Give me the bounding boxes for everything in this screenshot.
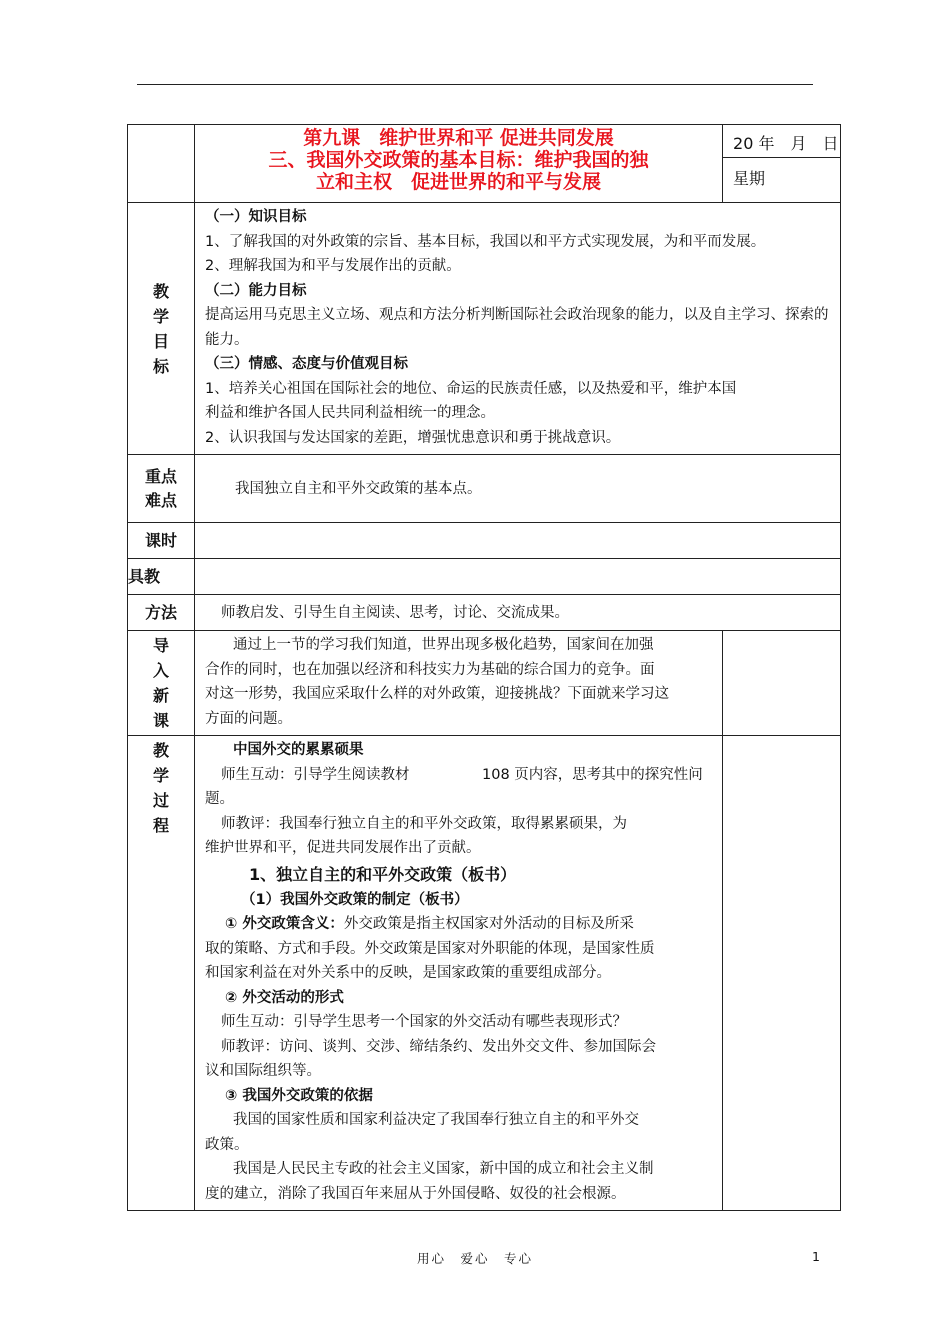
policy-basis-heading: ③ 我国外交政策的依据 [225, 1087, 373, 1104]
policy-basis-text-a: 我国的国家性质和国家利益决定了我国奉行独立自主的和平外交 [233, 1112, 639, 1128]
page-number: 1 [812, 1249, 820, 1264]
achievements-heading: 中国外交的累累硕果 [233, 742, 364, 758]
lesson-title-line-2: 三、我国外交政策的基本目标：维护我国的独 [268, 149, 649, 171]
date-field: 20 年 月 日 [723, 125, 840, 158]
aids-label: 具教 [128, 559, 195, 595]
title-label-cell [128, 125, 195, 203]
aids-value [195, 559, 841, 595]
policy-making-heading: （1）我国外交政策的制定（板书） [241, 891, 469, 908]
process-content [195, 736, 723, 1211]
intro-line-2: 合作的同时，也在加强以经济和科技实力为基础的综合国力的竞争。面 [205, 661, 655, 678]
key-points-row [128, 455, 841, 523]
process-label-cell [128, 736, 195, 1211]
achievements-activity-b: 题。 [205, 791, 234, 807]
goals-row [128, 203, 841, 455]
header-rule [137, 84, 813, 85]
lesson-plan-table [127, 124, 841, 1211]
class-hours-value [195, 523, 841, 559]
emotion-item-1a: 1、培养关心祖国在国际社会的地位、命运的民族责任感，以及热爱和平，维护本国 [205, 380, 737, 397]
emotion-item-2: 2、认识我国与发达国家的差距，增强忧患意识和勇于挑战意识。 [205, 429, 621, 446]
process-row [128, 736, 841, 1211]
method-label: 方法 [128, 595, 195, 631]
goals-content [195, 203, 841, 455]
intro-notes-cell [723, 631, 841, 736]
intro-line-4: 方面的问题。 [205, 710, 292, 727]
policy-heading: 1、独立自主的和平外交政策（板书） [249, 864, 517, 884]
policy-meaning-text-a: 外交政策是指主权国家对外活动的目标及所采 [343, 916, 634, 932]
policy-basis-text-c: 我国是人民民主专政的社会主义国家，新中国的成立和社会主义制 [233, 1161, 654, 1177]
class-hours-row [128, 523, 841, 559]
intro-line-3: 对这一形势，我国应采取什么样的对外政策，迎接挑战？下面就来学习这 [205, 686, 669, 702]
intro-content [195, 631, 723, 736]
activity-forms-question: 师生互动：引导学生思考一个国家的外交活动有哪些表现形式？ [221, 1014, 627, 1030]
page-footer: 用心 爱心 专心 [416, 1251, 533, 1266]
emotion-item-1b: 利益和维护各国人民共同利益相统一的理念。 [205, 405, 495, 421]
key-points-label-cell [128, 455, 195, 523]
key-points-text: 我国独立自主和平外交政策的基本点。 [195, 455, 841, 523]
knowledge-heading: （一）知识目标 [205, 209, 307, 225]
policy-meaning-text-c: 和国家利益在对外关系中的反映，是国家政策的重要组成部分。 [205, 965, 611, 981]
lesson-title-line-1: 第九课 维护世界和平 促进共同发展 [303, 127, 614, 149]
lesson-title [195, 125, 723, 203]
policy-meaning-line-a [205, 912, 716, 937]
policy-basis-text-b: 政策。 [205, 1136, 249, 1153]
policy-basis-text-d: 度的建立，消除了我国百年来屈从于外国侵略、奴役的社会根源。 [205, 1185, 626, 1202]
intro-row [128, 631, 841, 736]
achievements-comment-a: 师教评：我国奉行独立自主的和平外交政策，取得累累硕果，为 [221, 815, 627, 832]
policy-meaning-text-b: 取的策略、方式和手段。外交政策是国家对外职能的体现，是国家性质 [205, 940, 655, 957]
process-notes-cell [723, 736, 841, 1211]
ability-heading: （二）能力目标 [205, 282, 307, 299]
method-text: 师教启发、引导生自主阅读、思考，讨论、交流成果。 [195, 595, 841, 631]
key-points-label-2: 难点 [144, 490, 177, 510]
lesson-title-line-3: 立和主权 促进世界的和平与发展 [316, 171, 602, 193]
knowledge-item-2: 2、理解我国为和平与发展作出的贡献。 [205, 258, 461, 274]
aids-row [128, 559, 841, 595]
method-row [128, 595, 841, 631]
intro-label: 导入新课 [153, 636, 170, 730]
activity-forms-heading: ② 外交活动的形式 [225, 989, 344, 1006]
ability-text: 提高运用马克思主义立场、观点和方法分析判断国际社会政治现象的能力，以及自主学习、探索的能力。 [205, 307, 829, 348]
intro-label-cell [128, 631, 195, 736]
goals-label: 教学目标 [153, 281, 170, 376]
emotion-heading: （三）情感、态度与价值观目标 [205, 356, 408, 372]
activity-forms-answer-a: 师教评：访问、谈判、交涉、缔结条约、发出外交文件、参加国际会 [221, 1038, 656, 1055]
achievements-activity-a: 师生互动：引导学生阅读教材 108 页内容，思考其中的探究性问 [221, 766, 703, 783]
class-hours-label: 课时 [128, 523, 195, 559]
key-points-label-1: 重点 [144, 466, 177, 486]
date-cell [723, 125, 841, 203]
knowledge-item-1: 1、了解我国的对外政策的宗旨、基本目标，我国以和平方式实现发展，为和平而发展。 [205, 233, 766, 250]
goals-label-cell [128, 203, 195, 455]
achievements-comment-b: 维护世界和平，促进共同发展作出了贡献。 [205, 840, 481, 856]
process-label: 教学过程 [153, 741, 170, 835]
activity-forms-answer-b: 议和国际组织等。 [205, 1063, 321, 1079]
policy-meaning-heading: ① 外交政策含义： [225, 916, 344, 932]
title-row [128, 125, 841, 203]
weekday-field: 星期 [733, 169, 766, 188]
intro-line-1: 通过上一节的学习我们知道，世界出现多极化趋势，国家间在加强 [233, 637, 654, 653]
